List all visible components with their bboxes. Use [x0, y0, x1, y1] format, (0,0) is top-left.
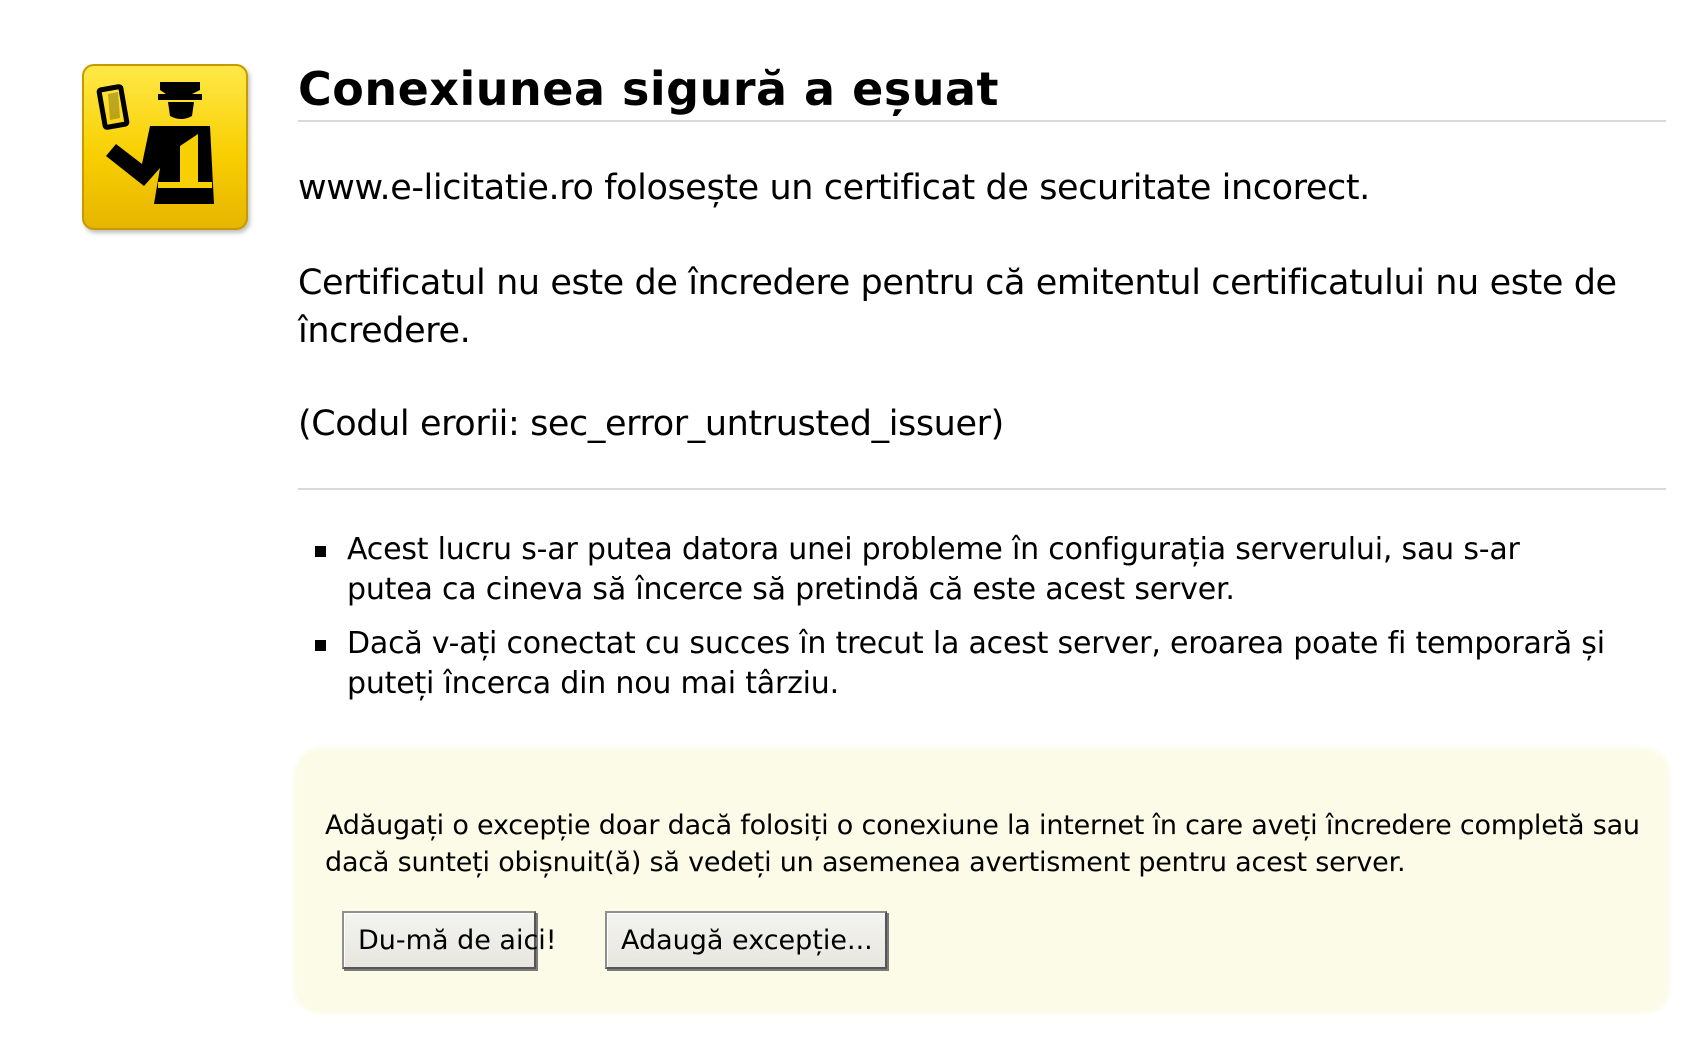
details-divider [298, 488, 1666, 490]
list-item-text: Dacă v-ați conectat cu succes în trecut la acest server, eroarea poate fi temporară și puteți încerca din nou mai târziu. [347, 626, 1605, 701]
bullet-icon [315, 546, 326, 557]
certificate-message: www.e-licitatie.ro folosește un certificat de securitate incorect. [298, 168, 1370, 208]
list-item-text: Acest lucru s-ar putea datora unei probleme în configurația serverului, sau s-ar putea ca cineva să încerce să pretindă că este acest server. [347, 532, 1520, 607]
exception-warning-text: Adăugați o excepție doar dacă folosiți o conexiune la internet în care aveți încredere completă sau dacă sunteți obișnuit(ă) să vedeți un asemenea avertisment pentru acest server. [325, 810, 1640, 878]
page-title: Conexiunea sigură a eșuat [298, 62, 999, 116]
title-divider [298, 120, 1666, 122]
list-item [310, 624, 1610, 704]
security-officer-icon-graphic [82, 64, 248, 230]
bullet-icon [315, 640, 326, 651]
security-officer-icon [82, 64, 248, 230]
exception-panel [298, 752, 1666, 1010]
get-me-out-button[interactable]: Du-mă de aici! [342, 911, 536, 969]
add-exception-button[interactable]: Adaugă excepție... [605, 911, 887, 969]
error-code: (Codul erorii: sec_error_untrusted_issuer) [298, 404, 1004, 444]
certificate-reason: Certificatul nu este de încredere pentru că emitentul certificatului nu este de încredere. [298, 263, 1617, 351]
details-list [310, 530, 1610, 718]
list-item [310, 530, 1610, 610]
